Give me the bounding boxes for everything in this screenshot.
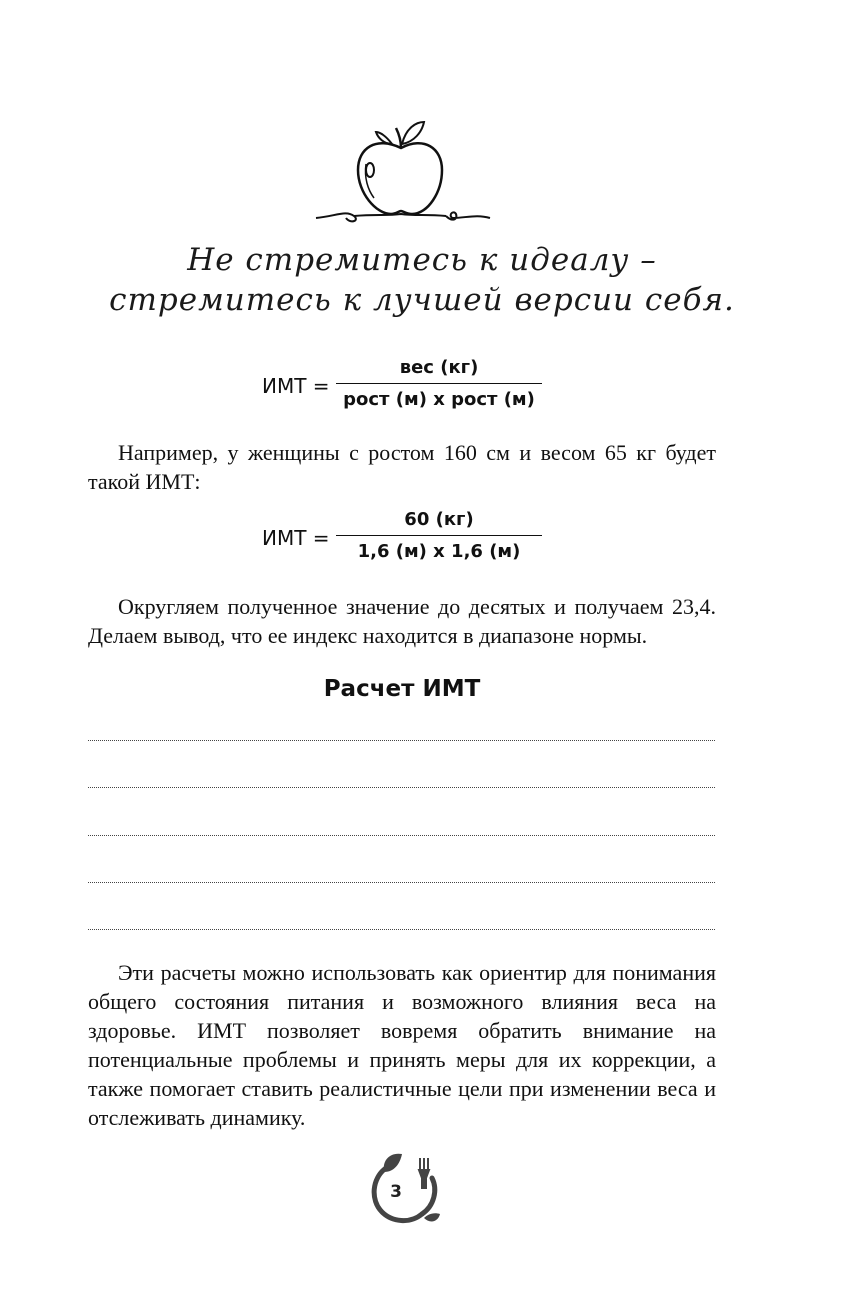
conclusion-text: Эти расчеты можно использовать как ориентир для понимания общего состояния питания и возможного влияния веса на здоровье. ИМТ позволяет вовремя обратить внимание на потенциальные проблемы и принять меры для их коррекции, а также помогает ставить реалистичные цели при изменении веса и отслеживать динамику. — [88, 960, 716, 1130]
section-heading: Расчет ИМТ — [323, 676, 481, 702]
formula-numerator: вес (кг) — [399, 357, 479, 378]
formula-label: ИМТ = — [262, 374, 330, 398]
formula-label: ИМТ = — [262, 526, 330, 550]
bmi-formula — [262, 356, 562, 416]
writing-line[interactable] — [88, 882, 715, 883]
quote-line-2: стремитесь к лучшей версии себя. — [109, 282, 735, 318]
formula-denominator: 1,6 (м) х 1,6 (м) — [357, 541, 521, 562]
bmi-example-formula — [262, 508, 562, 568]
writing-line[interactable] — [88, 835, 715, 836]
quote-line-1: Не стремитесь к идеалу – — [187, 242, 657, 278]
writing-line[interactable] — [88, 929, 715, 930]
result-paragraph — [88, 592, 716, 650]
formula-fraction — [336, 508, 542, 564]
formula-denominator: рост (м) х рост (м) — [343, 389, 535, 410]
fraction-bar — [336, 535, 542, 536]
conclusion-paragraph — [88, 958, 716, 1132]
fraction-bar — [336, 383, 542, 384]
writing-line[interactable] — [88, 740, 715, 741]
example-text: Например, у женщины с ростом 160 см и весом 65 кг будет такой ИМТ: — [88, 440, 716, 494]
formula-numerator: 60 (кг) — [404, 509, 474, 530]
page-number: 3 — [390, 1182, 402, 1202]
example-paragraph — [88, 438, 716, 496]
writing-line[interactable] — [88, 787, 715, 788]
formula-fraction — [336, 356, 542, 412]
result-text: Округляем полученное значение до десятых и получаем 23,4. Делаем вывод, что ее индекс находится в диапазоне нормы. — [88, 594, 716, 648]
apple-illustration — [306, 118, 496, 228]
